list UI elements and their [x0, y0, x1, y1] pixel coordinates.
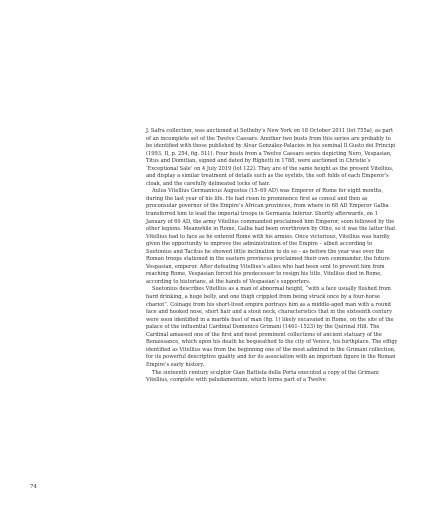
- body-text-column: [146, 128, 398, 385]
- paragraph: J. Safra collection, was auctioned at Sotheby’s New York on 18 October 2011 (lot 755a), as part of an incomplete set of the Twelve Caesars. Another two busts from this series are probably to be identified with those published by Alvar González-Palacios in his seminal Il Gusto dei Principi (1993, II, p. 254, fig. 511). Four busts from a Twelve Caesars series depicting Nero, Vespasian, Titus and Domitian, signed and dated by Righetti in 1788, were auctioned in Christie’s ‘Exceptional Sale’ on 4 July 2019 (lot 122). They are of the same height as the present Vitellius, and display a similar treatment of details such as the eyelids, the soft folds of each Emperor’s cloak, and the carefully delineated locks of hair.: [146, 128, 396, 187]
- paragraph: Aulus Vitellius Germanicus Augustus (15–69 AD) was Emperor of Rome for eight months, during the last year of his life. He had risen to prominence first as consul and then as proconsular governor of the Empire’s African provinces, from where in 68 AD Emperor Galba transferred him to lead the imperial troops in Germania Inferior. Shortly afterwards, on 1 January of 69 AD, the army Vitellius commanded proclaimed him Emperor, soon followed by the other legions. Meanwhile in Rome, Galba had been overthrown by Otho, so it was the latter that Vitellius had to face as he entered Rome with his armies. Once victorious, Vitellius was hardly given the opportunity to improve the administration of the Empire – albeit according to Suetonius and Tacitus he showed little inclination to do so – as before the year was over the Roman troops stationed in the eastern provinces proclaimed their own commander, the future Vespasian, emperor. After defeating Vitellius’s allies who had been sent to prevent him from reaching Rome, Vespasian forced his predecessor to resign his title. Vitellius died in Rome, according to historians, at the hands of Vespasian’s supporters.: [146, 188, 396, 285]
- paragraph: Suetonius describes Vitellius as a man of abnormal height, “with a face usually flushed from hard drinking, a huge belly, and one thigh crippled from being struck once by a four-horse chariot”. Coinage from his short-lived empire portrays him as a middle-aged man with a round face and hooked nose, short hair and a stout neck, characteristics that in the sixteenth century were soon identified in a marble bust of man (fig. 1) likely excavated in Rome, on the site of the palace of the influential Cardinal Domenico Grimani (1461–1523) by the Quirinal Hill. The Cardinal amassed one of the first and most prominent collections of ancient statuary of the Renaissance, which upon his death he bequeathed to the city of Venice, his birthplace. The effigy identified as Vitellius was from the beginning one of the most admired in the Grimani collection, for its powerful descriptive quality and for its association with an important figure in the Roman Empire’s early history.: [146, 286, 398, 368]
- page-number: 74: [30, 484, 37, 490]
- paragraph: The sixteenth century sculptor Gian Battista della Porta executed a copy of the Grimani Vitellius, complete with paludamentum, which forms part of a Twelve: [146, 369, 379, 384]
